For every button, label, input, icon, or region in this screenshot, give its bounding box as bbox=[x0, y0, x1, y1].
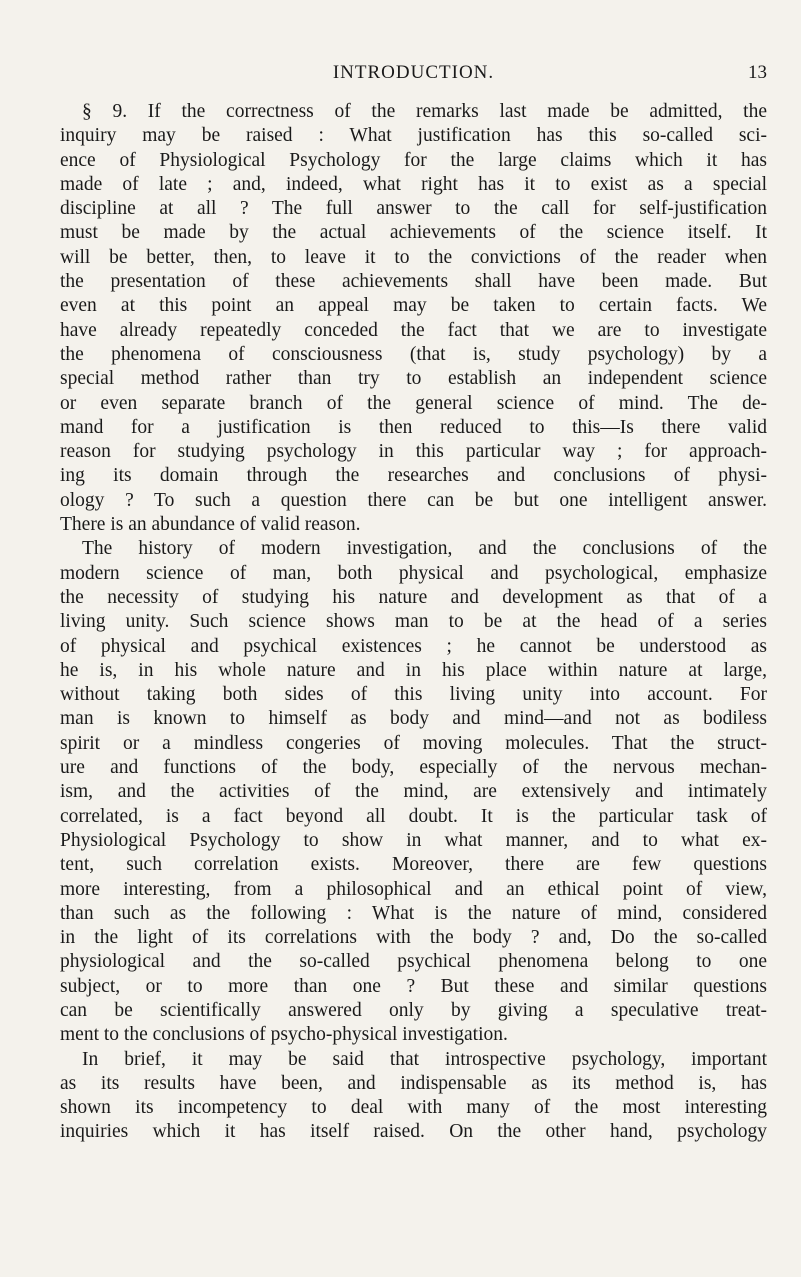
text-line: Physiological Psychology to show in what manner, and to what ex- bbox=[60, 829, 767, 851]
running-title: INTRODUCTION. bbox=[332, 62, 495, 83]
text-line: ing its domain through the researches and conclusions of physi- bbox=[60, 465, 767, 487]
page-number: 13 bbox=[748, 62, 767, 83]
text-line: more interesting, from a philosophical and an ethical point of view, bbox=[60, 878, 767, 900]
text-line: mand for a justification is then reduced to this—Is there valid bbox=[60, 416, 767, 438]
text-line: made of late ; and, indeed, what right has it to exist as a special bbox=[60, 173, 767, 195]
text-line: must be made by the actual achievements of the science itself. It bbox=[60, 222, 767, 244]
text-line: of physical and psychical existences ; he cannot be understood as bbox=[60, 635, 767, 657]
text-line: living unity. Such science shows man to be at the head of a series bbox=[60, 611, 767, 633]
text-line: will be better, then, to leave it to the convictions of the reader when bbox=[60, 246, 767, 268]
text-line: have already repeatedly conceded the fact that we are to investigate bbox=[60, 319, 767, 341]
text-line: or even separate branch of the general science of mind. The de- bbox=[60, 392, 767, 414]
text-line: ism, and the activities of the mind, are extensively and intimately bbox=[60, 781, 767, 803]
text-line: can be scientifically answered only by giving a speculative treat- bbox=[60, 999, 767, 1021]
text-line: the phenomena of consciousness (that is, study psychology) by a bbox=[60, 343, 767, 365]
text-line: discipline at all ? The full answer to the call for self-justification bbox=[60, 198, 767, 220]
text-line: subject, or to more than one ? But these and similar questions bbox=[60, 975, 767, 997]
text-line: In brief, it may be said that introspective psychology, important bbox=[82, 1048, 767, 1070]
text-line: without taking both sides of this living unity into account. For bbox=[60, 684, 767, 706]
text-line: special method rather than try to establish an independent science bbox=[60, 368, 767, 390]
text-line: ment to the conclusions of psycho-physical investigation. bbox=[60, 1024, 508, 1046]
text-line: physiological and the so-called psychical phenomena belong to one bbox=[60, 951, 767, 973]
text-line: tent, such correlation exists. Moreover, there are few questions bbox=[60, 854, 767, 876]
text-line: than such as the following : What is the nature of mind, considered bbox=[60, 902, 767, 924]
text-line: in the light of its correlations with the body ? and, Do the so-called bbox=[60, 927, 767, 949]
running-head bbox=[60, 62, 767, 92]
text-line: reason for studying psychology in this particular way ; for approach- bbox=[60, 441, 767, 463]
text-line: inquiry may be raised : What justification has this so-called sci- bbox=[60, 125, 767, 147]
text-line: inquiries which it has itself raised. On the other hand, psychology bbox=[60, 1121, 767, 1143]
text-line: as its results have been, and indispensable as its method is, has bbox=[60, 1072, 767, 1094]
text-line: The history of modern investigation, and the conclusions of the bbox=[82, 538, 767, 560]
text-line: shown its incompetency to deal with many of the most interesting bbox=[60, 1097, 767, 1119]
text-line: ology ? To such a question there can be but one intelligent answer. bbox=[60, 489, 767, 511]
text-line: even at this point an appeal may be taken to certain facts. We bbox=[60, 295, 767, 317]
body-text bbox=[60, 100, 767, 1145]
text-line: § 9. If the correctness of the remarks last made be admitted, the bbox=[82, 101, 767, 122]
text-line: the necessity of studying his nature and development as that of a bbox=[60, 586, 767, 608]
text-line: spirit or a mindless congeries of moving molecules. That the struct- bbox=[60, 732, 767, 754]
text-line: correlated, is a fact beyond all doubt. It is the particular task of bbox=[60, 805, 767, 827]
text-line: There is an abundance of valid reason. bbox=[60, 514, 361, 536]
text-line: man is known to himself as body and mind—and not as bodiless bbox=[60, 708, 767, 730]
text-line: the presentation of these achievements shall have been made. But bbox=[60, 271, 767, 293]
text-line: modern science of man, both physical and psychological, emphasize bbox=[60, 562, 767, 584]
text-line: he is, in his whole nature and in his place within nature at large, bbox=[60, 659, 767, 681]
text-line: ure and functions of the body, especially of the nervous mechan- bbox=[60, 757, 767, 779]
text-line: ence of Physiological Psychology for the large claims which it has bbox=[60, 149, 767, 171]
